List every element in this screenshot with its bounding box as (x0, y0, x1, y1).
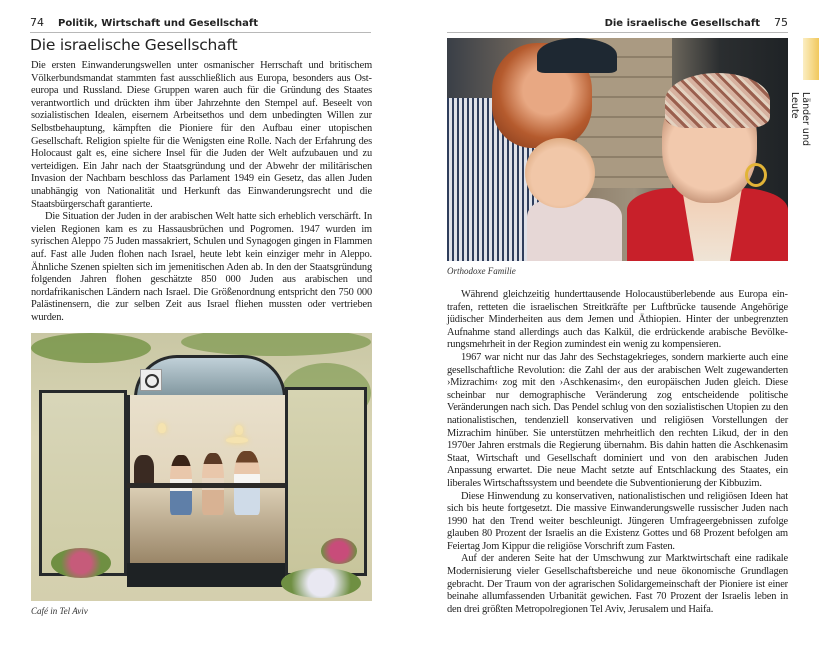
running-head-title: Politik, Wirtschaft und Gesellschaft (58, 18, 259, 29)
paragraph: Die Situation der Juden in der arabischen Welt hatte sich erheblich verschärft. In vielen Regionen kam es zu Hassausbrüchen und Pogromen. 1947 wurden im syrischen Aleppo 75 Juden massakriert, Schulen und Synagogen gingen in Flammen auf. Fast alle Juden flohen nach Israel, heute lebt kein einziger mehr in Aleppo. Ähnliche Szenen spielten sich im jemenitischen Aden ab. In den der Staatsgründung folgenden Jahren flohen geschätzte 850 000 Juden aus arabischen und nordafrikanischen Ländern nach Israel. Die Größenordnung entspricht den 750 000 Palästinensern, die zur selben Zeit aus Israel fliehen mussten oder vertrieben wurden. (31, 211, 372, 323)
air-conditioner (140, 369, 162, 391)
family-photo (447, 38, 788, 261)
paragraph: Auf der anderen Seite hat der Umschwung zur Marktwirtschaft eine radikale Modernisierung vieler Gesellschaftsbereiche und neue ökonomische Grundlagen gebracht. Der Traum von der agrarischen Solidargemeinschaft der Pioniere ist einer beinahe allumfassenden Urbanität gewichen. Fast 70 Prozent der Israelis leben in den drei größten Metropolregionen Tel Aviv, Jerusalem und Haifa. (447, 553, 788, 615)
page-number: 74 (30, 16, 44, 29)
running-head-left (30, 16, 371, 33)
section-title: Die israelische Gesellschaft (30, 36, 238, 54)
body-text-right (447, 289, 788, 616)
page-number: 75 (774, 16, 788, 29)
running-head-title: Die israelische Gesellschaft (604, 18, 760, 29)
running-head-right (447, 16, 788, 33)
cafe-photo (31, 333, 372, 601)
photo-caption: Café in Tel Aviv (31, 606, 88, 616)
paragraph: 1967 war nicht nur das Jahr des Sechstagekrieges, sondern markierte auch eine gesellschaftliche Revolution: die Zahl der aus der arabischen Welt zugewanderten ›Mizrachim‹ zog mit den ›Aschkenasim‹, den europäischen Juden gleich. Diese scheinbar nur demographische Veränderung zog entscheidende politische Veränderungen nach sich. Das Pendel schlug von den sozialistischen Utopien zu den nationalistischen, tendenziell konservativen und religiösen Vorstellungen der Mizrachim hinüber. Sie unterstützen mehrheitlich den rechten Likud, der in den 1970er Jahren erstmals die Regierung übernahm. Bis dahin hatten die Aschkenasim Staat, Wirtschaft und Gesellschaft dominiert und von den arabischen Juden Anpassung erwartet. Die neue Macht setzte auf Entschlackung des Staates, ein liberales Wirtschaftssystem und beendete die Subventionierung der Kibbuzim. (447, 351, 788, 489)
paragraph: Während gleichzeitig hunderttausende Holocaustüberlebende aus Europa eintrafen, retteten die israelischen Streitkräfte per Luftbrücke tausende Angehörige jüdischer Minderheiten aus dem Jemen und Äthiopien. Hinter der unbegrenzten Aufnahme stand allerdings auch das Kalkül, die erdrückende arabische Bevölkerungsmehrheit in der Region zumindest ein wenig zu kompensieren. (447, 289, 788, 351)
photo-caption: Orthodoxe Familie (447, 266, 516, 276)
paragraph: Diese Hinwendung zu konservativen, nationalistischen und religiösen Ideen hat sich bis heute fortgesetzt. Die massive Einwanderungswelle russischer Juden nach 1990 hat den Trend weiter beschleunigt. Jüngeren Umfrageergebnissen zufolge glauben 80 Prozent der Israelis an die Existenz Gottes und 68 Prozent befolgen am Feiertag Jom Kippur die religiöse Vorschrift zum Fasten. (447, 490, 788, 552)
paragraph: Die ersten Einwanderungswellen unter osmanischer Herrschaft und britischem Völkerbundsmandat stammten fast ausschließlich aus Europa, besonders aus Osteuropa und Russland. Diese Gruppen waren auch für die Gründung des Staates verantwortlich und drückten ihm über Jahrzehnte den Stempel auf. Beseelt von sozialistischen Idealen, eisernem Arbeitsethos und dem unbedingten Willen zur Selbstbehauptung, kämpften die Pioniere für den Aufbau einer utopischen Gesellschaft. Religion spielte für die Wenigsten eine Rolle. Nach der Erfahrung des Holocaust galt es, eine sichere Insel für die Juden der Welt aufzubauen und zu verteidigen. Ein Jahr nach der Staatsgründung und der Abwehr der militärischen Invasion der Nachbarn beschloss das Parlament 1949 ein Gesetz, das allen Juden unabhängig von Nationalität und Herkunft das Einwanderungsrecht und die Staatsbürgerschaft garantierte. (31, 60, 372, 210)
right-page (410, 0, 819, 648)
chapter-thumb-tab (803, 38, 819, 80)
chapter-side-label: Länder und Leute (789, 92, 811, 147)
body-text-left (31, 60, 372, 324)
